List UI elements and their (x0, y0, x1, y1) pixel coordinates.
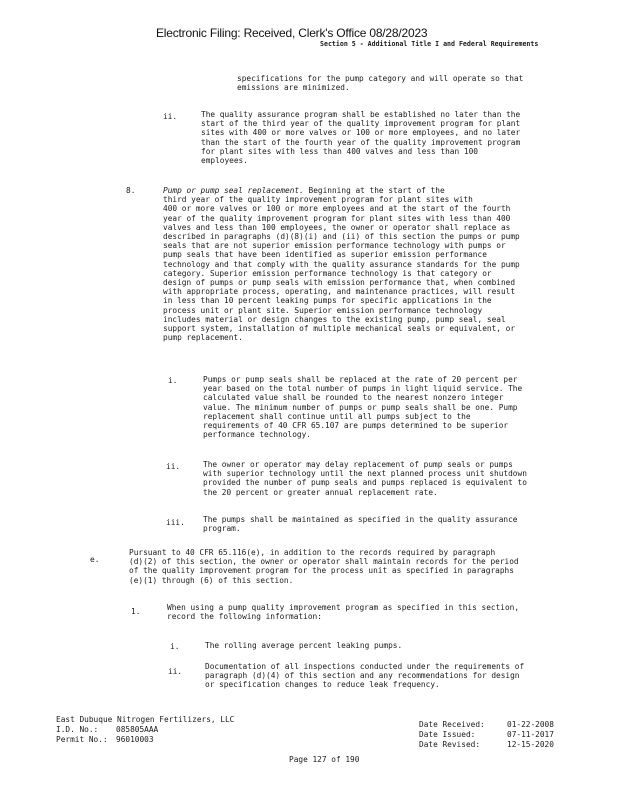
item-8-text (163, 186, 520, 342)
text-line: Pursuant to 40 CFR 65.116(e), in addition to the records required by paragraph (129, 548, 496, 557)
date-received (419, 720, 554, 730)
text-line: requirements of 40 CFR 65.107 are pumps determined to be superior (203, 421, 509, 431)
text-line: Beginning at the start of the (303, 186, 445, 195)
item-8i-text (203, 375, 522, 439)
text-line: design of pumps or pump seals with emission performance that, when combined (163, 278, 516, 288)
text-line: The quality assurance program shall be established no later than the (201, 110, 521, 119)
text-line: The owner or operator may delay replacement of pump seals or pumps (203, 460, 513, 469)
text-line: includes material or design changes to the existing pump, pump seal, seal (163, 314, 506, 324)
text-line: provided the number of pump seals and pumps replaced is equivalent to (203, 478, 527, 488)
text-line: support system, installation of multiple mechanical seals or equivalent, or (163, 324, 516, 334)
text-line: than the start of the fourth year of the quality improvement program (201, 137, 521, 147)
text-line: or specification changes to reduce leak frequency. (205, 680, 440, 690)
text-line: performance technology. (203, 430, 311, 440)
item-e1-text (167, 603, 519, 621)
text-line: sites with 400 or more valves or 100 or more employees, and no later (201, 128, 521, 138)
id-value: 085805AAA (116, 725, 159, 734)
text-line: Documentation of all inspections conducted under the requirements of (205, 662, 525, 671)
text-line: year of the quality improvement program for plant sites with less than 400 (163, 213, 511, 223)
item-8ii-text (203, 460, 527, 497)
text-line: described in paragraphs (d)(8)(i) and (ii) of this section the pumps or pump (163, 232, 520, 242)
permit-label: Permit No.: (56, 735, 108, 744)
text-line: (e)(1) through (6) of this section. (129, 575, 294, 585)
date-revised-value: 12-15-2020 (507, 740, 554, 749)
text-line: technology and that comply with the quality assurance standards for the pump (163, 259, 520, 269)
section-title: Section 5 - Additional Title I and Federal Requirements (320, 40, 539, 48)
company-name: East Dubuque Nitrogen Fertilizers, LLC (56, 715, 235, 724)
date-issued (419, 730, 554, 740)
text-line: valves and less than 100 employees, the owner or operator shall replace as (163, 222, 511, 232)
text-line: third year of the quality improvement program for plant sites with (163, 195, 473, 205)
item-e-label: e. (90, 555, 100, 564)
date-received-value: 01-22-2008 (507, 720, 554, 729)
text-line: seals that are not superior emission performance technology with pumps or (163, 241, 506, 251)
text-line: value. The minimum number of pumps or pump seals shall be one. Pump (203, 402, 518, 412)
text-line: year based on the total number of pumps in light liquid service. The (203, 384, 523, 394)
date-issued-value: 07-11-2017 (507, 730, 554, 739)
text-line: paragraph (d)(4) of this section and any recommendations for design (205, 671, 520, 681)
item-e1i-text (205, 641, 402, 650)
text-line: process unit or plant site. Superior emission performance technology (163, 305, 483, 315)
text-line: The pumps shall be maintained as specified in the quality assurance (203, 515, 518, 524)
filing-stamp: Electronic Filing: Received, Clerk's Office 08/28/2023 (156, 26, 428, 40)
text-line: pump seals that have been identified as superior emission performance (163, 250, 487, 260)
item-ii-label: ii. (163, 112, 178, 121)
footer-facility (56, 715, 234, 745)
text-line: replacement shall continue until all pumps subject to the (203, 411, 471, 421)
text-line: in less than 10 percent leaking pumps for specific applications in the (163, 296, 492, 306)
item-8iii-text (203, 515, 518, 533)
text-line: 400 or more valves or 100 or more employees and at the start of the fourth (163, 204, 511, 214)
item-e1i-label: i. (170, 642, 180, 651)
text-line: for plant sites with less than 400 valves and less than 100 (201, 146, 478, 156)
text-line: When using a pump quality improvement program as specified in this section, (167, 603, 520, 612)
text-line: pump replacement. (163, 333, 243, 343)
text-line: calculated value shall be rounded to the nearest nonzero integer (203, 393, 504, 403)
permit-value: 96010003 (116, 735, 154, 744)
text-line: program. (203, 524, 241, 534)
text-line: Pumps or pump seals shall be replaced at the rate of 20 percent per (203, 375, 518, 384)
item-e1-label: 1. (131, 607, 141, 616)
item-e-text (129, 548, 519, 585)
item-ii-text (201, 110, 520, 165)
date-revised (419, 740, 554, 750)
item-8iii-label: iii. (166, 518, 185, 527)
text-line: category. Superior emission performance technology is that category or (163, 268, 492, 278)
item-8-label: 8. (126, 186, 136, 195)
text-line: of the quality improvement program for the process unit as specified in paragraphs (129, 566, 514, 576)
date-issued-label: Date Issued: (419, 730, 476, 739)
text-line: specifications for the pump category and will operate so that (237, 74, 524, 83)
item-8i-label: i. (168, 376, 178, 385)
text-line: (d)(2) of this section, the owner or operator shall maintain records for the period (129, 557, 519, 567)
text-line: start of the third year of the quality improvement program for plant (201, 119, 521, 129)
item-8-heading: Pump or pump seal replacement. (163, 186, 304, 195)
date-received-label: Date Received: (419, 720, 485, 729)
text-line: the 20 percent or greater annual replacement rate. (203, 487, 438, 497)
continuation-paragraph (237, 74, 523, 92)
permit-number (56, 735, 234, 745)
text-line: with superior technology until the next planned process unit shutdown (203, 469, 527, 479)
item-e1ii-label: ii. (168, 667, 183, 676)
page-number: Page 127 of 190 (289, 755, 360, 764)
item-e1ii-text (205, 662, 524, 690)
text-line: with appropriate process, operating, and maintenance practices, will result (163, 287, 516, 297)
text-line: The rolling average percent leaking pumps. (205, 641, 403, 650)
id-label: I.D. No.: (56, 725, 99, 734)
text-line: emissions are minimized. (237, 83, 350, 93)
item-8ii-label: ii. (166, 462, 181, 471)
text-line: record the following information: (167, 612, 322, 622)
date-revised-label: Date Revised: (419, 740, 481, 749)
footer-dates (419, 720, 554, 750)
text-line: employees. (201, 156, 248, 166)
id-number (56, 725, 234, 735)
